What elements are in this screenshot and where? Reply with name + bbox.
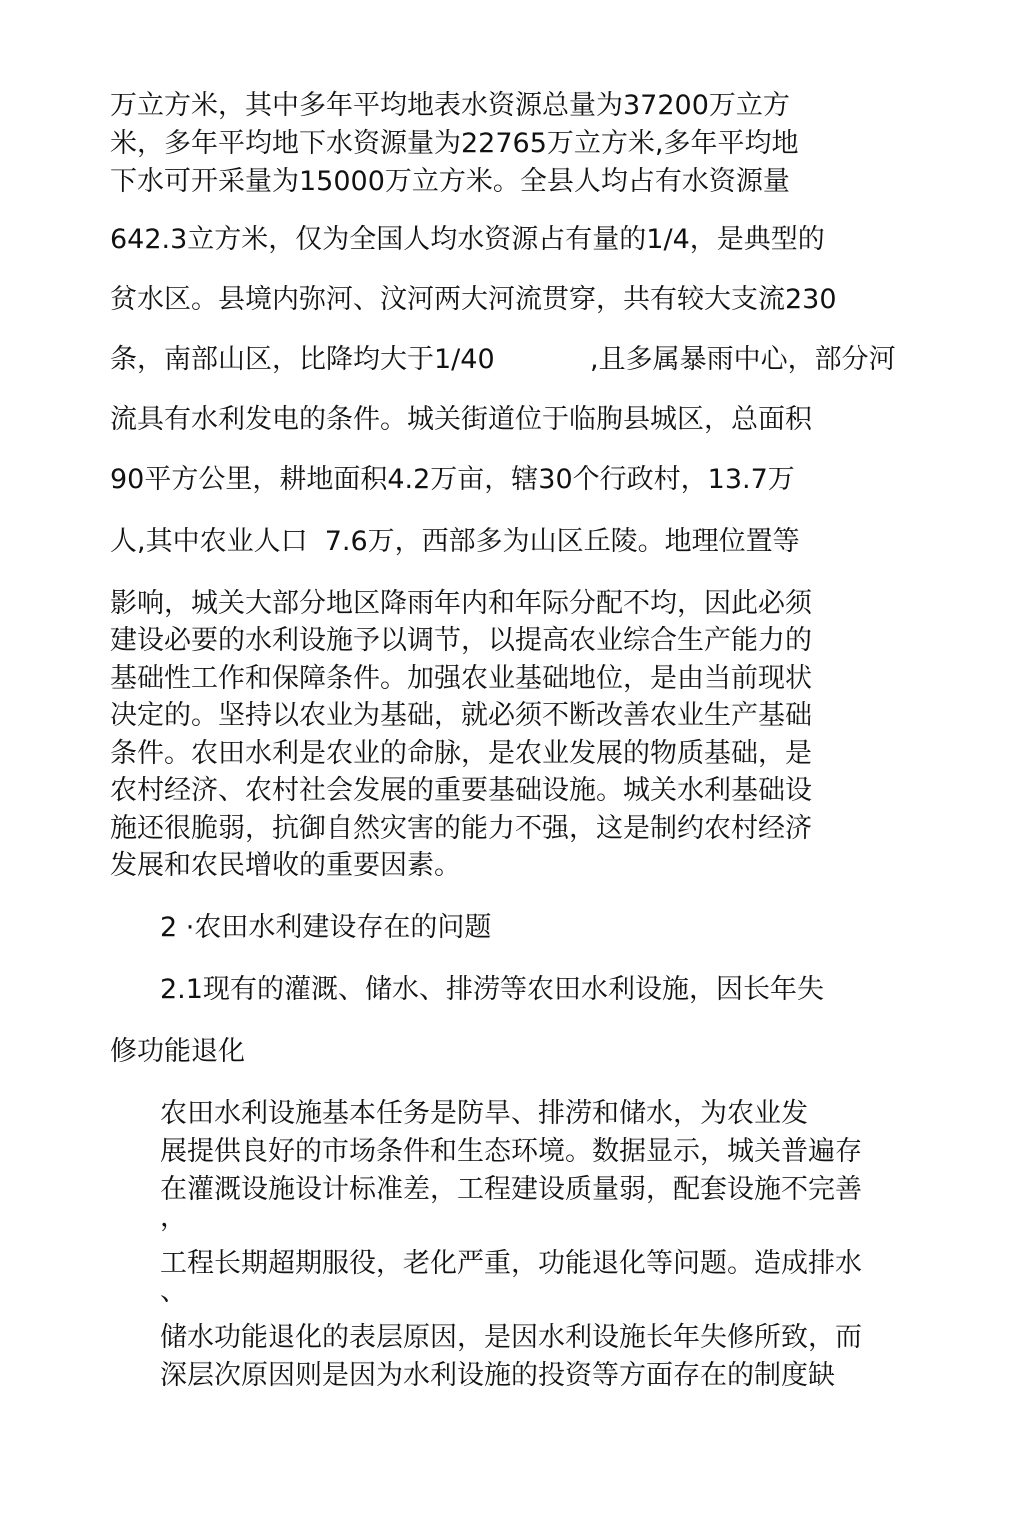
subsection-heading: 2.1现有的灌溉、储水、排涝等农田水利设施，因长年失 — [160, 974, 824, 1005]
text-line: 决定的。坚持以农业为基础，就必须不断改善农业生产基础 — [110, 700, 812, 731]
text-line: 米，多年平均地下水资源量为22765万立方米,多年平均地 — [110, 128, 799, 159]
text-line: 条，南部山区，比降均大于1/40 — [110, 344, 495, 375]
text-line: 、 — [160, 1276, 187, 1307]
subsection-heading-continued: 修功能退化 — [110, 1036, 245, 1067]
text-line: 贫水区。县境内弥河、汶河两大河流贯穿，共有较大支流230 — [110, 284, 837, 315]
text-line: 储水功能退化的表层原因，是因水利设施长年失修所致，而 — [160, 1322, 862, 1353]
text-line: 642.3立方米，仅为全国人均水资源占有量的1/4，是典型的 — [110, 224, 825, 255]
text-line: 农村经济、农村社会发展的重要基础设施。城关水利基础设 — [110, 775, 812, 806]
text-line: ,且多属暴雨中心，部分河 — [590, 344, 896, 375]
text-line: 施还很脆弱，抗御自然灾害的能力不强，这是制约农村经济 — [110, 813, 812, 844]
text-line: 深层次原因则是因为水利设施的投资等方面存在的制度缺 — [160, 1360, 835, 1391]
text-line: 建设必要的水利设施予以调节，以提高农业综合生产能力的 — [110, 625, 812, 656]
text-line: ， — [160, 1202, 187, 1233]
text-line: 在灌溉设施设计标准差，工程建设质量弱，配套设施不完善 — [160, 1174, 862, 1205]
text-line: 工程长期超期服役，老化严重，功能退化等问题。造成排水 — [160, 1248, 862, 1279]
text-line: 基础性工作和保障条件。加强农业基础地位，是由当前现状 — [110, 663, 812, 694]
text-line: 影响，城关大部分地区降雨年内和年际分配不均，因此必须 — [110, 588, 812, 619]
text-line: 下水可开采量为15000万立方米。全县人均占有水资源量 — [110, 166, 790, 197]
text-line: 90平方公里，耕地面积4.2万亩，辖30个行政村，13.7万 — [110, 464, 795, 495]
text-line: 流具有水利发电的条件。城关街道位于临朐县城区，总面积 — [110, 404, 812, 435]
section-heading: 2 ·农田水利建设存在的问题 — [160, 912, 492, 943]
text-line: 展提供良好的市场条件和生态环境。数据显示，城关普遍存 — [160, 1136, 862, 1167]
text-line: 发展和农民增收的重要因素。 — [110, 850, 461, 881]
text-line: 万立方米，其中多年平均地表水资源总量为37200万立方 — [110, 90, 790, 121]
text-line: 人,其中农业人口 7.6万，西部多为山区丘陵。地理位置等 — [110, 526, 800, 557]
text-line: 条件。农田水利是农业的命脉，是农业发展的物质基础，是 — [110, 738, 812, 769]
text-line: 农田水利设施基本任务是防旱、排涝和储水，为农业发 — [160, 1098, 808, 1129]
